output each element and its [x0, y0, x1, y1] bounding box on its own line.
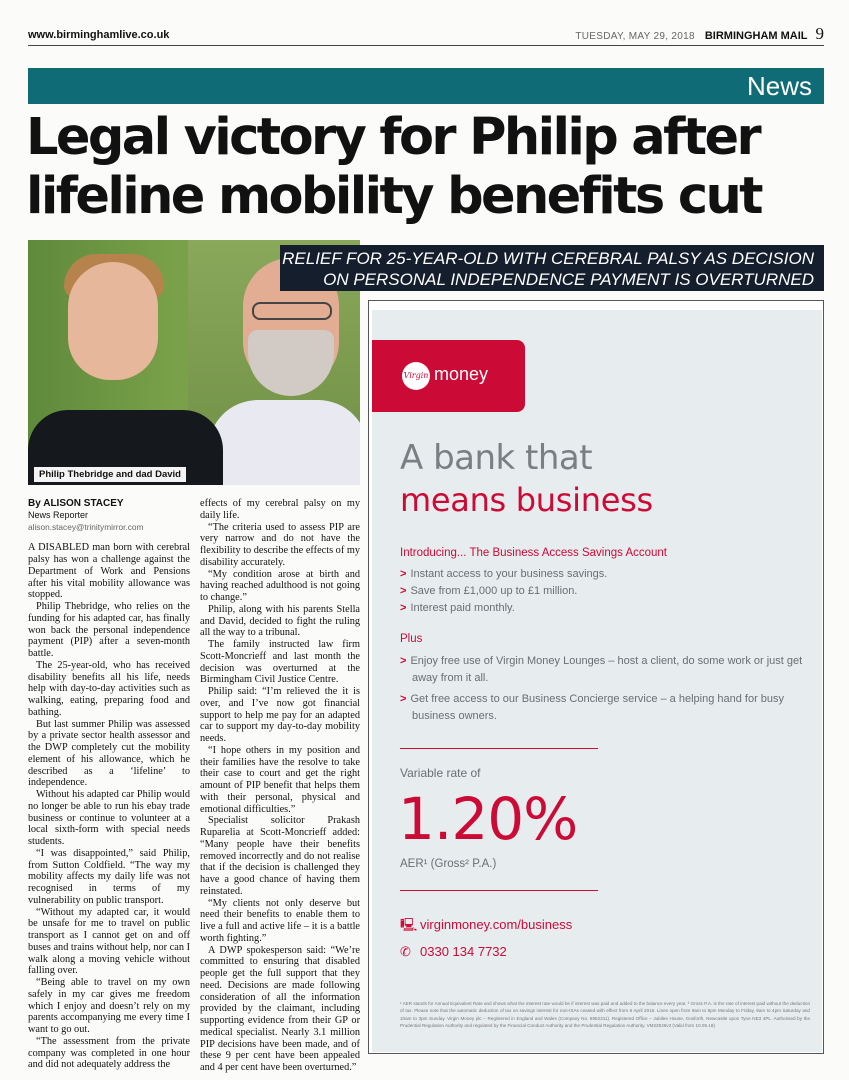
- paragraph: The 25-year-old, who has received disability benefits all his life, needs help with day-to-day activities such as walking, eating, preparing food and bathing.: [28, 659, 190, 718]
- paragraph: Philip, along with his parents Stella and David, decided to fight the ruling all the way to a tribunal.: [200, 603, 360, 639]
- photo-son-face: [68, 262, 158, 380]
- paragraph: Philip Thebridge, who relies on the funding for his adapted car, has finally won back the personal independence payment (PIP) after a seven-month battle.: [28, 601, 190, 659]
- paragraph: Without his adapted car Philip would no longer be able to run his ebay trade business or continue to volunteer at a local sixth-form with special needs students.: [28, 789, 190, 847]
- byline-role: News Reporter: [28, 509, 89, 520]
- strapline-line-1: RELIEF FOR 25-YEAR-OLD WITH CEREBRAL PALSY AS DECISION: [282, 249, 814, 268]
- paragraph: Specialist solicitor Prakash Ruparelia at Scott-Moncrieff added: “Many people have their benefits removed incorrectly and do not realise that if the decision is challenged they have a good chance of having them reinstated.: [200, 815, 360, 897]
- list-item: [400, 566, 810, 583]
- list-item: [400, 600, 810, 617]
- byline-email[interactable]: alison.stacey@trinitymirror.com: [28, 521, 144, 532]
- paragraph: A DWP spokesperson said: “We’re committed to ensuring that disabled people get the full support that they need. Decisions are made following consideration of all the information provided by the claimant, including supporting evidence from their GP or medical specialist. Nearly 3.1 million PIP decisions have been made, and of these 9 per cent have been appealed and 4 per cent have been overturned.”: [200, 944, 360, 1073]
- variable-rate-label: Variable rate of: [400, 766, 481, 780]
- extra-text: Enjoy free use of Virgin Money Lounges – host a client, do some work or just get away from it all.: [410, 655, 803, 684]
- page-number: 9: [815, 24, 824, 43]
- extra-text: Get free access to our Business Concierge service – a helping hand for busy business owners.: [410, 693, 785, 722]
- logo-word: money: [434, 364, 489, 384]
- paragraph: “Being able to travel on my own safely in my car gives me freedom which I enjoy and doesn’t rely on my parents accompanying me every time I want to go out.: [28, 977, 190, 1035]
- paragraph: But last summer Philip was assessed by a private sector health assessor and the DWP completely cut the mobility element of his allowance, which he described as a ‘lifeline’ to independence.: [28, 718, 190, 789]
- arrow-icon: >: [400, 655, 407, 667]
- website-text[interactable]: virginmoney.com/business: [420, 917, 573, 932]
- arrow-icon: >: [400, 585, 407, 597]
- article-column-2: [200, 498, 360, 1074]
- feature-text: Instant access to your business savings.: [410, 568, 608, 580]
- laptop-icon: 🖳: [400, 917, 418, 932]
- strapline-line-2: ON PERSONAL INDEPENDENCE PAYMENT IS OVERTURNED: [323, 270, 814, 289]
- byline: [28, 498, 190, 510]
- headline: [26, 108, 826, 226]
- ad-feature-list: [400, 566, 810, 617]
- list-item: [400, 691, 810, 725]
- byline-name: ALISON STACEY: [43, 498, 124, 509]
- paragraph: “The assessment from the private company was completed in one hour and did not adequately address the: [28, 1035, 190, 1071]
- aer-label: AER¹ (Gross² P.A.): [400, 858, 497, 870]
- headline-line-1: Legal victory for Philip after: [26, 108, 760, 167]
- masthead-right: [575, 24, 824, 44]
- arrow-icon: >: [400, 602, 407, 614]
- ad-headline-2: means business: [400, 481, 653, 519]
- paragraph: “My clients not only deserve but need their benefits to enable them to live a full and active life – it is a battle worth fighting.”: [200, 897, 360, 944]
- ad-intro: Introducing... The Business Access Savings Account: [400, 547, 667, 559]
- arrow-icon: >: [400, 568, 407, 580]
- site-url: www.birminghamlive.co.uk: [28, 29, 170, 41]
- photo-dad-shirt: [208, 400, 360, 485]
- arrow-icon: >: [400, 693, 407, 705]
- byline-prefix: By: [28, 498, 41, 509]
- strapline: [280, 245, 824, 291]
- feature-text: Interest paid monthly.: [410, 602, 515, 614]
- ad-phone[interactable]: [400, 944, 507, 960]
- interest-rate: 1.20%: [398, 785, 578, 853]
- list-item: [400, 653, 810, 687]
- virgin-badge-icon: Virgin: [402, 362, 430, 390]
- paragraph: “My condition arose at birth and having reached adulthood is not going to change.”: [200, 568, 360, 603]
- ad-website[interactable]: [400, 916, 572, 938]
- divider: [400, 890, 598, 891]
- ad-fineprint: ¹ AER stands for Annual Equivalent Rate and shows what the interest rate would be if interest was paid and added to the balance every year. ² Gross P.A. is the rate of interest paid without the deduction of tax. Please note that the automatic deduction of tax on savings interest for non-ISAs ceased with effect from 6 April 2016. Lines open from 9am to 8pm Monday to Friday, 9am to 4pm Saturday and 10am to 3pm Sunday. Virgin Money plc – Registered in England and Wales (Company No. 6952311). Registered Office – Jubilee House, Gosforth, Newcastle upon Tyne NE3 4PL. Authorised by the Prudential Regulation Authority and regulated by the Financial Conduct Authority and the Prudential Regulation Authority. VM23536v3 (Valid from 10.05.18): [400, 1001, 810, 1029]
- paragraph: “I hope others in my position and their families have the resolve to take their case to court and get the right amount of PIP benefit that helps them with their personal, physical and emotional difficulties.”: [200, 744, 360, 815]
- virgin-money-advert[interactable]: [372, 310, 822, 1052]
- photo-caption: Philip Thebridge and dad David: [34, 467, 186, 482]
- feature-text: Save from £1,000 up to £1 million.: [410, 585, 578, 597]
- section-label: News: [746, 71, 812, 101]
- issue-date: TUESDAY, MAY 29, 2018: [575, 31, 695, 42]
- ad-extras-list: [400, 653, 810, 725]
- paragraph: “I was disappointed,” said Philip, from Sutton Coldfield. “The way my mobility affects my daily life was not recognised in terms of my vulnerability on public transport.: [28, 847, 190, 906]
- virgin-money-logo: [372, 340, 525, 412]
- ad-headline-1: A bank that: [400, 438, 593, 478]
- list-item: [400, 583, 810, 600]
- ad-plus-label: Plus: [400, 633, 423, 645]
- paragraph: effects of my cerebral palsy on my daily life.: [200, 498, 360, 521]
- photo-dad-glasses: [252, 302, 332, 320]
- paper-name: BIRMINGHAM MAIL: [704, 30, 808, 42]
- phone-text[interactable]: 0330 134 7732: [420, 944, 507, 959]
- paragraph: “Without my adapted car, it would be unsafe for me to travel on public transport as I cannot get on and off buses and trains without help, nor can I walk along a moving vehicle without falling over.: [28, 906, 190, 977]
- paragraph: “The criteria used to assess PIP are very narrow and do not have the flexibility to describe the effects of my disability accurately.: [200, 521, 360, 568]
- headline-line-2: lifeline mobility benefits cut: [26, 167, 761, 226]
- paragraph: A DISABLED man born with cerebral palsy has won a challenge against the Department of Work and Pensions after his vital mobility allowance was stopped.: [28, 542, 190, 601]
- article-column-1: [28, 498, 190, 1071]
- divider: [400, 748, 598, 749]
- masthead: [28, 26, 824, 46]
- section-bar: [28, 68, 824, 104]
- paragraph: The family instructed law firm Scott-Moncrieff and last month the decision was overturned at the Birmingham Civil Justice Centre.: [200, 639, 360, 686]
- phone-icon: ✆: [400, 944, 411, 959]
- paragraph: Philip said: “I’m relieved the it is over, and I’ve now got financial support to help me pay for an adapted car to support my day-to-day mobility needs.: [200, 686, 360, 744]
